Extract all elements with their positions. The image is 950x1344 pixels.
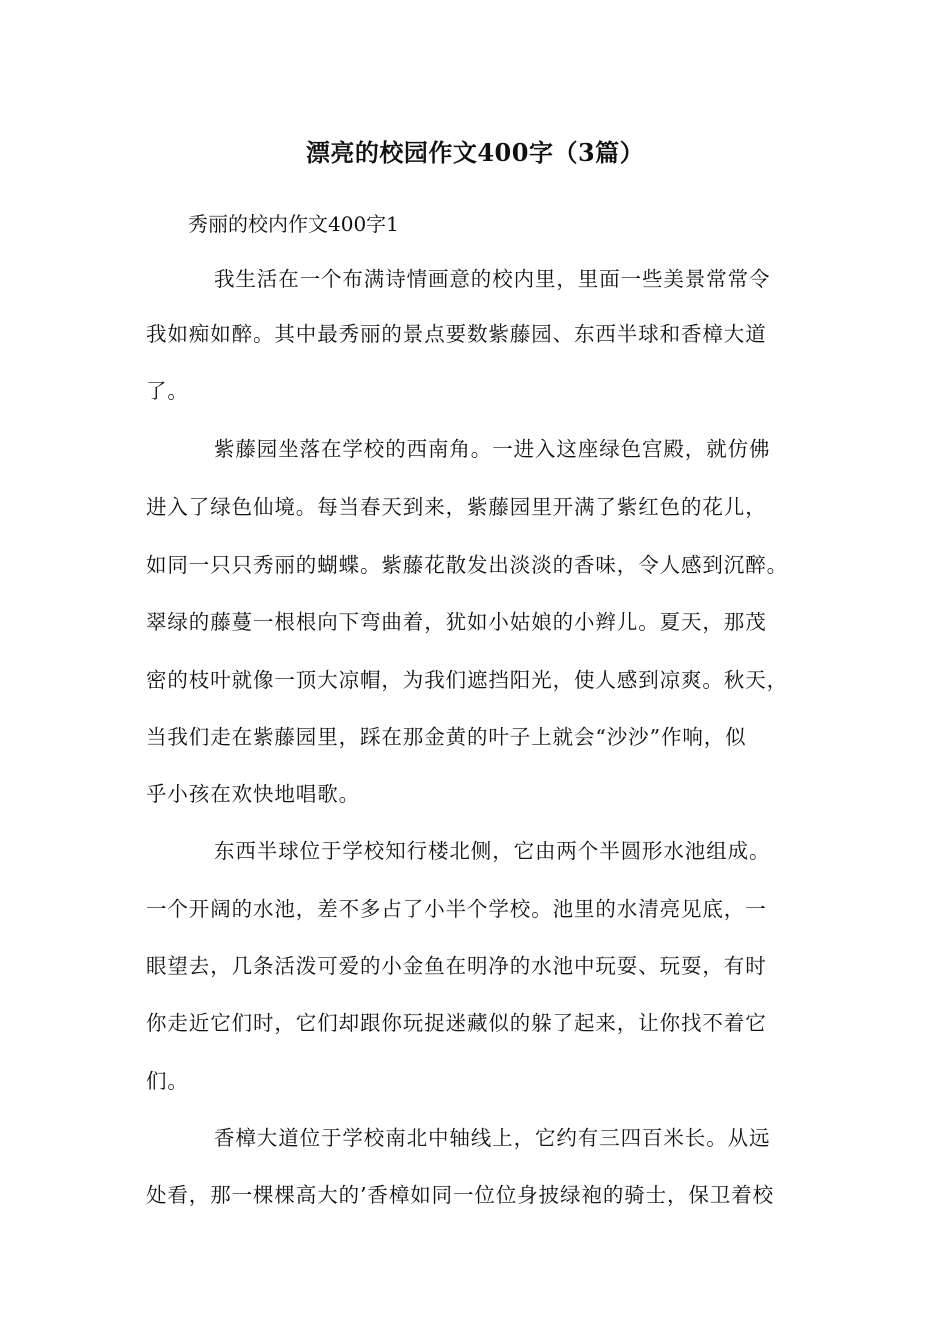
essay-subtitle: 秀丽的校内作文400字1: [188, 212, 399, 236]
paragraph-line: 进入了绿色仙境。每当春天到来，紫藤园里开满了紫红色的花儿，: [146, 495, 767, 519]
paragraph-line: 眼望去，几条活泼可爱的小金鱼在明净的水池中玩耍、玩耍，有时: [146, 954, 767, 978]
document-title: 漂亮的校园作文400字（3篇）: [305, 138, 645, 167]
paragraph-line: 密的枝叶就像一顶大凉帽，为我们遮挡阳光，使人感到凉爽。秋天，: [146, 668, 788, 692]
paragraph-line: 我如痴如醉。其中最秀丽的景点要数紫藤园、东西半球和香樟大道: [146, 322, 767, 346]
paragraph-line: 们。: [146, 1069, 189, 1093]
paragraph-line: 我生活在一个布满诗情画意的校内里，里面一些美景常常令: [214, 267, 771, 291]
paragraph-line: 你走近它们时，它们却跟你玩捉迷藏似的躲了起来，让你找不着它: [146, 1011, 767, 1035]
paragraph-line: 香樟大道位于学校南北中轴线上，它约有三四百米长。从远: [214, 1126, 771, 1150]
paragraph-line: 乎小孩在欢快地唱歌。: [146, 782, 360, 806]
paragraph-line: 东西半球位于学校知行楼北侧，它由两个半圆形水池组成。: [214, 839, 771, 863]
paragraph-line: 当我们走在紫藤园里，踩在那金黄的叶子上就会“沙沙”作响，似: [146, 725, 747, 749]
paragraph-line: 处看，那一棵棵高大的’香樟如同一位位身披绿袍的骑士，保卫着校: [146, 1183, 775, 1207]
paragraph-line: 了。: [146, 379, 189, 403]
paragraph-line: 如同一只只秀丽的蝴蝶。紫藤花散发出淡淡的香味，令人感到沉醉。: [146, 553, 788, 577]
paragraph-line: 紫藤园坐落在学校的西南角。一进入这座绿色宫殿，就仿佛: [214, 437, 771, 461]
paragraph-line: 一个开阔的水池，差不多占了小半个学校。池里的水清亮见底，一: [146, 897, 767, 921]
paragraph-line: 翠绿的藤蔓一根根向下弯曲着，犹如小姑娘的小辫儿。夏天，那茂: [146, 610, 767, 634]
